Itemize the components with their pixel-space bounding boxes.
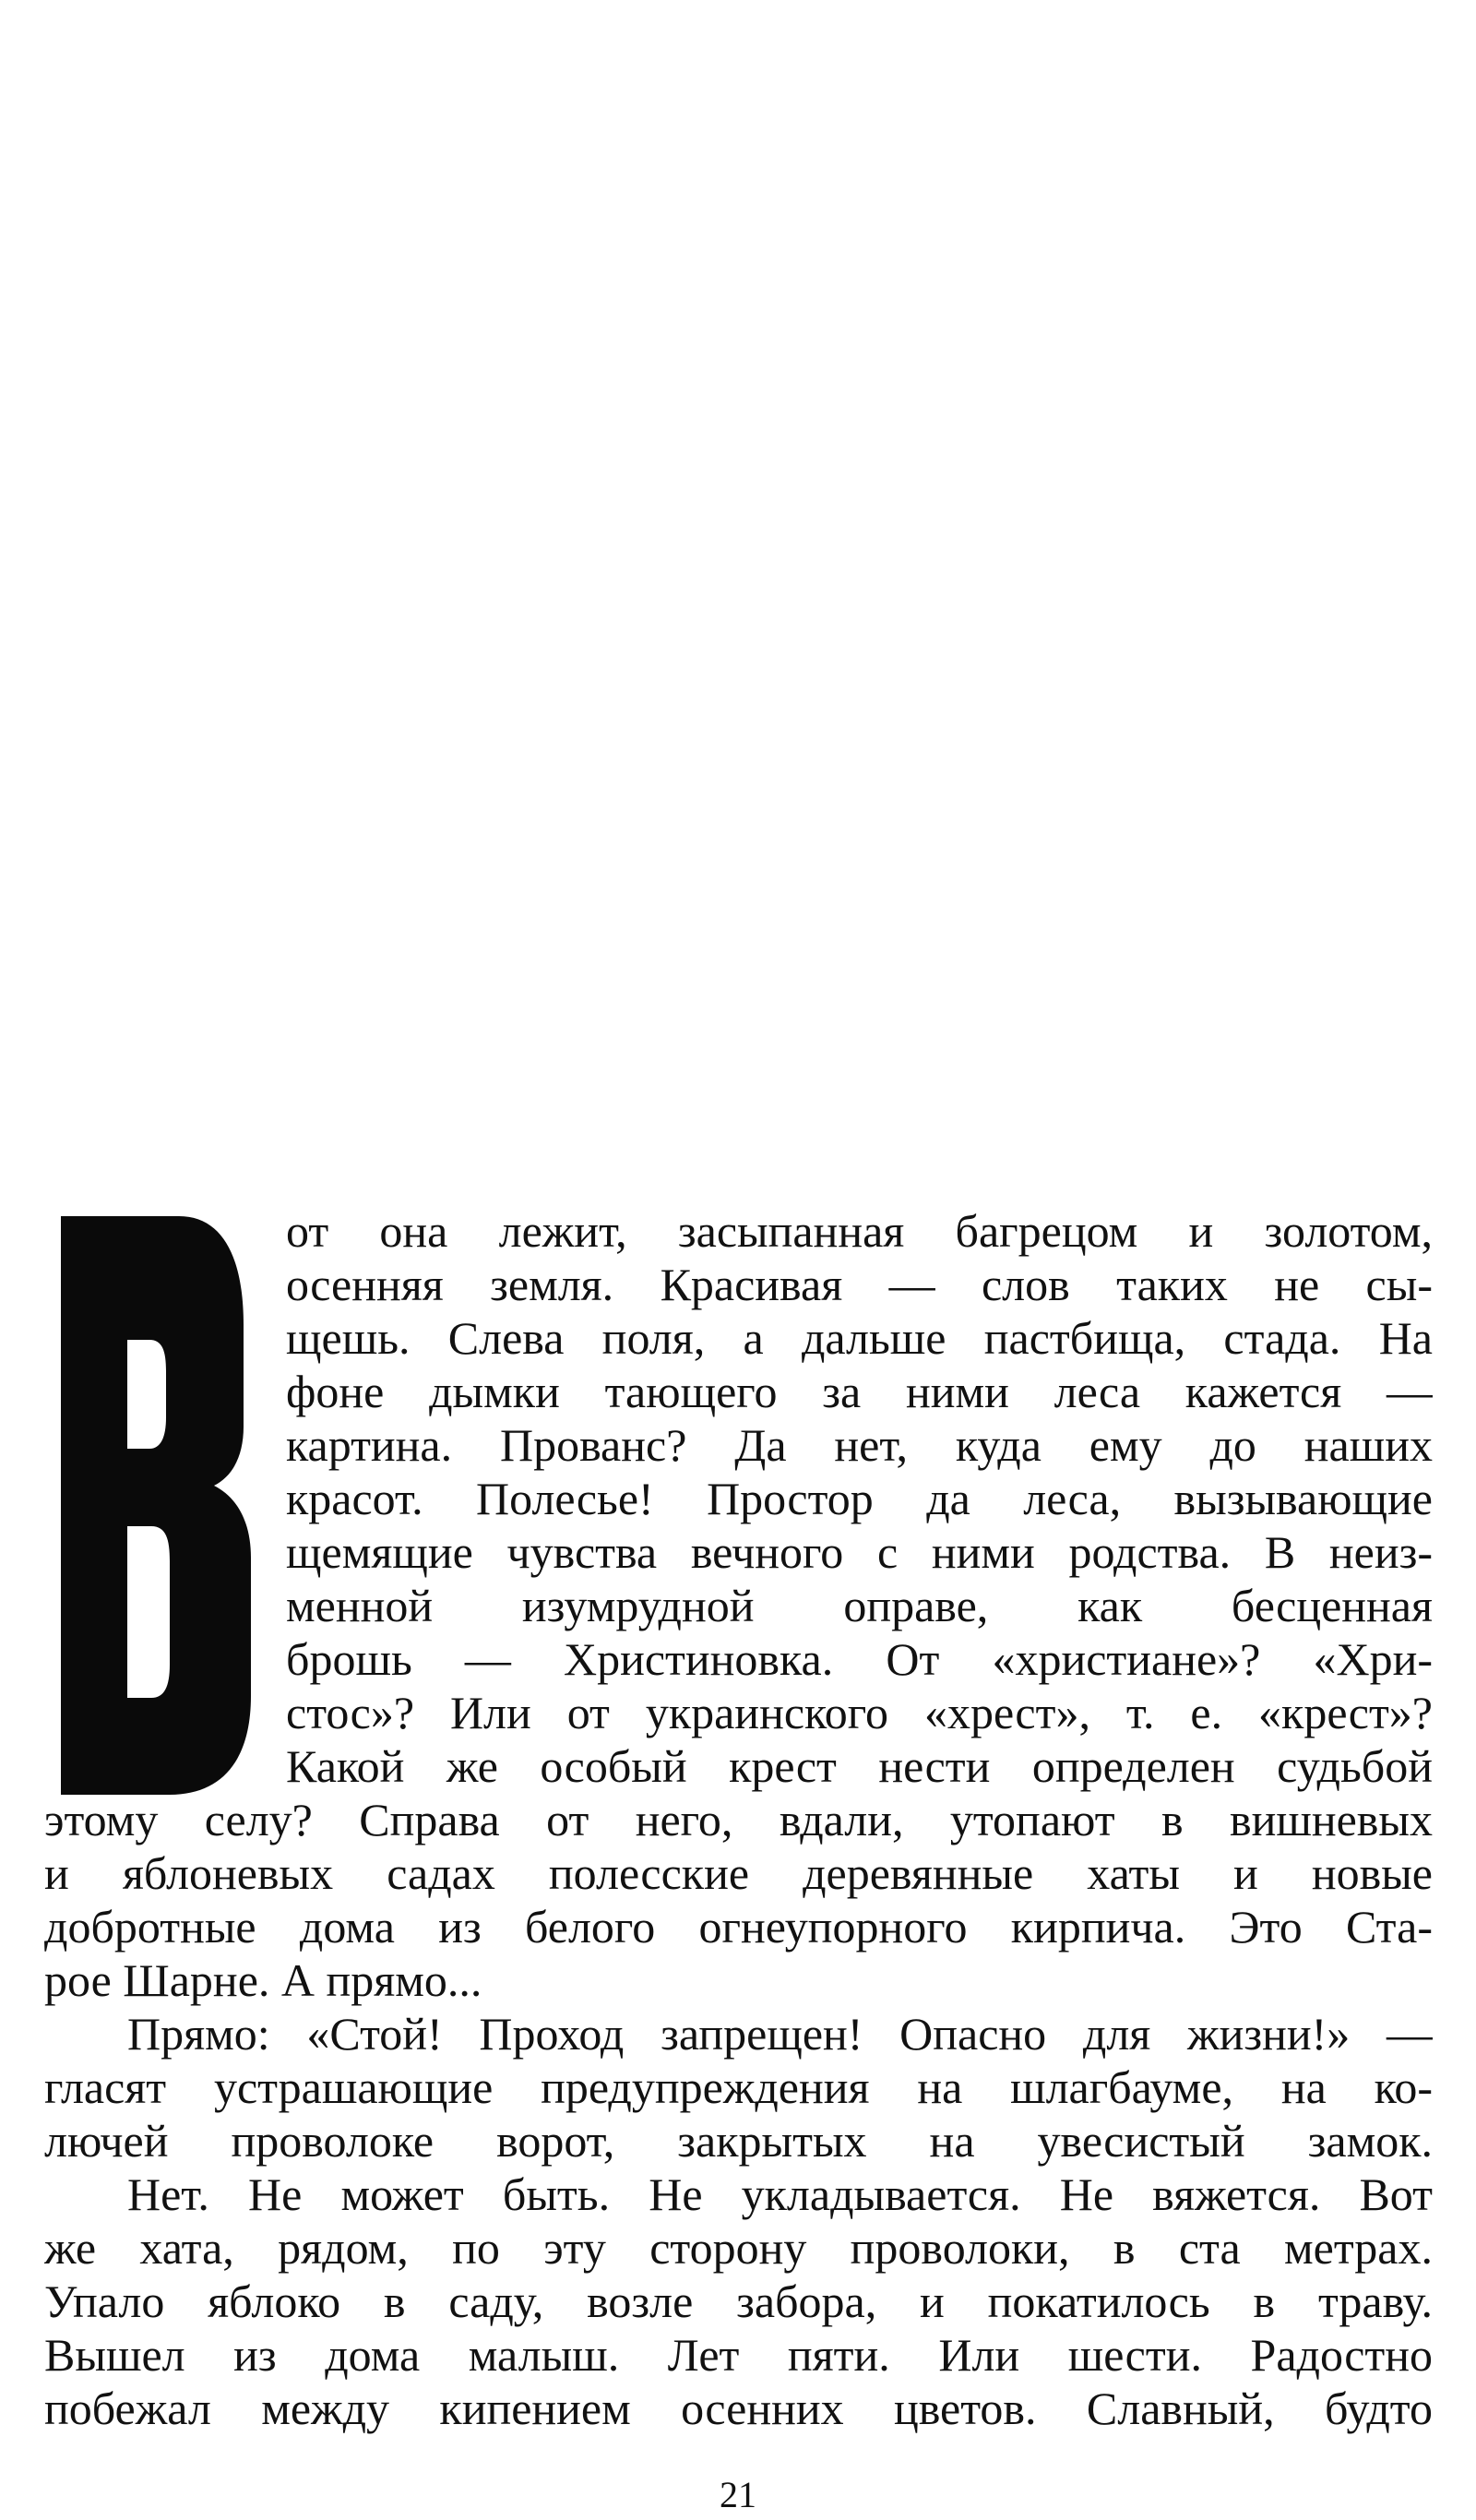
paragraph-first-line: Прямо: «Стой! Проход запрещен! Опасно для жизни!» —: [127, 2008, 1433, 2060]
text-line: осенняя земля. Красивая — слов таких не сы-: [286, 1259, 1433, 1310]
page-number: 21: [720, 2474, 756, 2515]
text-line: добротные дома из белого огнеупорного кирпича. Это Ста-: [44, 1901, 1433, 1953]
text-line: гласят устрашающие предупреждения на шлагбауме, на ко-: [44, 2061, 1433, 2113]
text-line: красот. Полесье! Простор да леса, вызывающие: [286, 1473, 1433, 1524]
text-line: этому селу? Справа от него, вдали, утопают в вишневых: [44, 1794, 1433, 1845]
text-line: и яблоневых садах полесские деревянные хаты и новые: [44, 1847, 1433, 1899]
text-line: щемящие чувства вечного с ними родства. В неиз-: [286, 1526, 1433, 1578]
text-line: Упало яблоко в саду, возле забора, и покатилось в траву.: [44, 2275, 1433, 2327]
text-line: Какой же особый крест нести определен судьбой: [286, 1740, 1433, 1792]
paragraph-first-line: Нет. Не может быть. Не укладывается. Не вяжется. Вот: [127, 2168, 1433, 2220]
text-line: Вышел из дома малыш. Лет пяти. Или шести. Радостно: [44, 2329, 1433, 2381]
text-line: же хата, рядом, по эту сторону проволоки, в ста метрах.: [44, 2222, 1433, 2274]
text-line: картина. Прованс? Да нет, куда ему до наших: [286, 1419, 1433, 1471]
text-line: фоне дымки тающего за ними леса кажется —: [286, 1366, 1433, 1417]
text-line: стос»? Или от украинского «хрест», т. е. «крест»?: [286, 1687, 1433, 1738]
text-line: рое Шарне. А прямо...: [44, 1954, 482, 2006]
text-line: от она лежит, засыпанная багрецом и золотом,: [286, 1205, 1433, 1257]
text-line: брошь — Христиновка. От «христиане»? «Хри-: [286, 1633, 1433, 1685]
text-line: щешь. Слева поля, а дальше пастбища, стада. На: [286, 1312, 1433, 1364]
text-line: лючей проволоке ворот, закрытых на увесистый замок.: [44, 2115, 1433, 2167]
drop-cap-letter-v: [61, 1216, 253, 1795]
text-line: побежал между кипением осенних цветов. Славный, будто: [44, 2383, 1433, 2434]
text-line: менной изумрудной оправе, как бесценная: [286, 1580, 1433, 1631]
